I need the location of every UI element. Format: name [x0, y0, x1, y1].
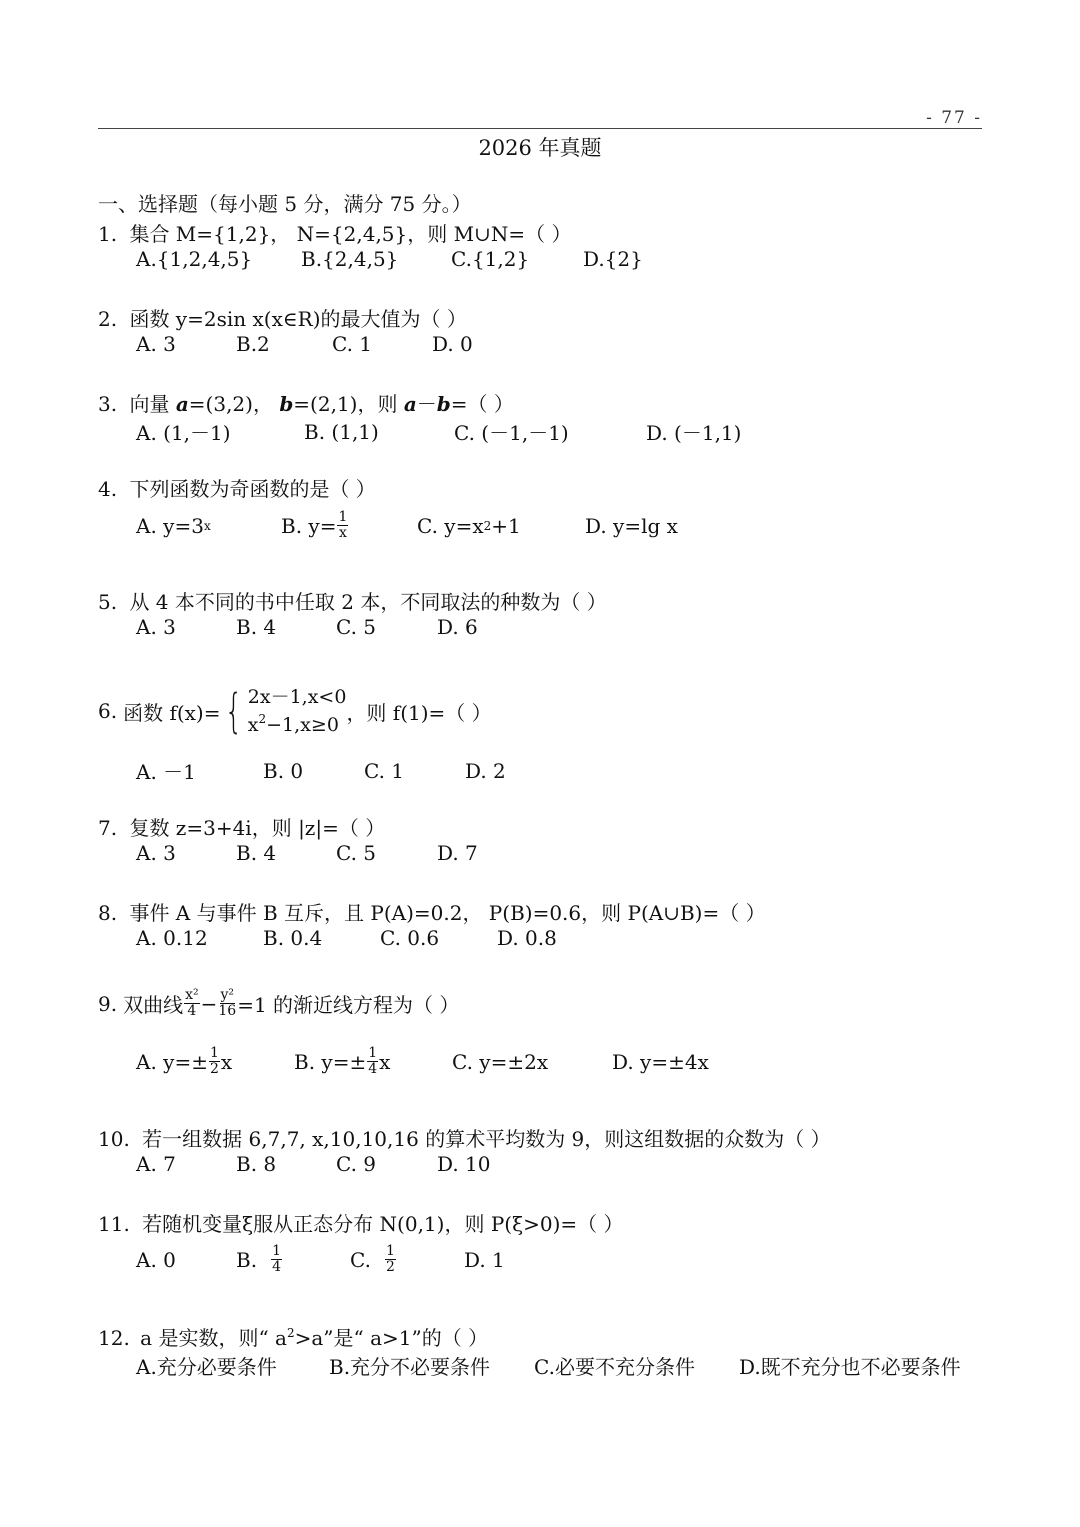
page-number: - 77 - [926, 108, 982, 128]
option-b: B.2 [236, 332, 270, 356]
option-c: C.{1,2} [451, 247, 530, 271]
option-a: A. 0.12 [136, 926, 208, 950]
question-stem: 双曲线 $\frac{\text{x²}}{4}$ − $\frac{\text{y²}}{16}$ =1 的渐近线方程为（ ） [123, 987, 460, 1019]
option-d: D. 7 [437, 841, 478, 865]
question-number: 9. [98, 991, 118, 1016]
question-stem: 下列函数为奇函数的是（ ） [129, 477, 376, 501]
fraction: $\frac{1}{2}$ [385, 1243, 395, 1275]
question-2 [98, 303, 467, 332]
section-heading: 一、选择题（每小题 5 分，满分 75 分。） [98, 192, 472, 216]
option-c: C. y=x 2 +1 [417, 513, 521, 538]
option-a: A. 0 [136, 1247, 176, 1272]
option-b: B. 4 [236, 615, 277, 639]
question-8 [98, 897, 766, 926]
fraction: $\frac{1}{4}$ [272, 1243, 281, 1275]
options-3 [136, 417, 741, 446]
option-a: A. y=± $\frac{1}{2}$ x [136, 1045, 233, 1077]
options-12 [136, 1351, 961, 1380]
option-d: D. y=lg x [585, 513, 678, 538]
option-d: D. 6 [437, 615, 478, 639]
fraction: $\frac{\text{y²}}{16}$ [218, 987, 237, 1019]
option-c: C. $\frac{1}{2}$ [350, 1243, 395, 1275]
question-4 [98, 473, 376, 502]
question-stem: a 是实数，则“ $a^2>a$”是“ a>1”的（ ） [140, 1326, 489, 1350]
question-10 [98, 1123, 831, 1152]
options-9 [136, 1046, 709, 1077]
question-6 [98, 683, 492, 739]
option-c: C. 1 [364, 758, 405, 783]
option-d: D.既不充分也不必要条件 [739, 1355, 961, 1379]
options-6 [136, 756, 506, 785]
options-2 [136, 332, 473, 356]
options-7 [136, 841, 478, 865]
question-number: 4. [98, 477, 118, 501]
options-5 [136, 615, 478, 639]
question-number: 5. [98, 590, 118, 614]
question-stem: 从 4 本不同的书中任取 2 本，不同取法的种数为（ ） [129, 590, 607, 614]
option-b: B. $\frac{1}{4}$ [236, 1243, 281, 1275]
option-c: C. 9 [336, 1152, 377, 1176]
question-number: 11. [98, 1212, 130, 1236]
option-a: A. y=3 x [136, 513, 211, 538]
option-b: B. 8 [236, 1152, 277, 1176]
question-stem: 函数 y=2sin x(x∈R)的最大值为（ ） [129, 307, 467, 331]
option-c: C. y=±2x [452, 1049, 549, 1074]
option-c: C. 5 [336, 841, 377, 865]
option-a: A. 3 [136, 615, 176, 639]
option-b: B. 4 [236, 841, 277, 865]
option-b: B.{2,4,5} [301, 247, 399, 271]
question-stem: 若随机变量ξ服从正态分布 N(0,1)，则 P(ξ>0)=（ ） [142, 1212, 624, 1236]
option-b: B. y= $\frac{1}{x}$ [281, 509, 348, 541]
option-b: B. 0.4 [263, 926, 323, 950]
options-11 [136, 1244, 505, 1275]
option-d: D.{2} [583, 247, 643, 271]
option-a: A.充分必要条件 [136, 1355, 277, 1379]
question-11 [98, 1208, 624, 1237]
question-number: 10. [98, 1127, 130, 1151]
question-stem: 若一组数据 6,7,7, x,10,10,16 的算术平均数为 9，则这组数据的众数为（ ） [142, 1127, 831, 1151]
question-stem: 集合 M={1,2}， N={2,4,5}，则 M∪N=（ ） [129, 222, 572, 246]
question-stem: 复数 z=3+4i，则 |z|=（ ） [129, 816, 386, 840]
question-1 [98, 218, 571, 247]
option-a: A. (1,－1) [136, 421, 231, 445]
question-9 [98, 988, 459, 1019]
question-3 [98, 388, 514, 417]
document-title: 2026 年真题 [478, 136, 602, 160]
question-stem: 事件 A 与事件 B 互斥，且 P(A)=0.2， P(B)=0.6，则 P(A∪B)=（ ） [129, 901, 766, 925]
option-c: C. 1 [332, 332, 373, 356]
option-c: C. 5 [336, 615, 377, 639]
option-b: B.充分不必要条件 [329, 1355, 491, 1379]
question-number: 8. [98, 901, 118, 925]
option-b: B. 0 [263, 758, 304, 783]
fraction: $\frac{1}{4}$ [368, 1045, 378, 1077]
options-4 [136, 510, 678, 541]
case-1: 2x－1,x<0 [247, 686, 347, 708]
question-number: 3. [98, 392, 118, 416]
option-a: A.{1,2,4,5} [136, 247, 253, 271]
options-10 [136, 1152, 491, 1176]
question-stem: 函数 f(x)= { 2x－1,x<0 $x^2-1,x\ge 0$ ，则 f(1)=（ ） [123, 684, 492, 738]
question-12 [98, 1322, 488, 1351]
option-b: B. y=± $\frac{1}{4}$ x [294, 1045, 391, 1077]
fraction: $\frac{\text{x²}}{4}$ [185, 987, 199, 1019]
option-d: D. 10 [437, 1152, 491, 1176]
question-stem: 向量 a=(3,2)， b=(2,1)，则 a－b=（ ） [129, 392, 514, 416]
option-d: D. 1 [464, 1247, 505, 1272]
option-b: B. (1,1) [304, 419, 379, 444]
question-number: 12. [98, 1326, 130, 1350]
fraction: $\frac{1}{x}$ [338, 509, 348, 541]
options-1 [136, 247, 643, 271]
question-number: 1. [98, 222, 118, 246]
option-a: A. －1 [136, 760, 196, 784]
option-c: C.必要不充分条件 [534, 1355, 695, 1379]
option-c: C. (－1,－1) [454, 421, 569, 445]
option-d: D. 0 [432, 332, 473, 356]
option-d: D. 2 [465, 758, 506, 783]
question-number: 7. [98, 816, 118, 840]
options-8 [136, 926, 557, 950]
option-c: C. 0.6 [380, 926, 440, 950]
option-a: A. 7 [136, 1152, 176, 1176]
option-d: D. y=±4x [612, 1049, 709, 1074]
option-a: A. 3 [136, 841, 176, 865]
piecewise-brace: { 2x－1,x<0 $x^2-1,x\ge 0$ [224, 684, 347, 738]
question-number: 6. [98, 699, 118, 723]
fraction: $\frac{1}{2}$ [209, 1045, 219, 1077]
question-5 [98, 586, 607, 615]
question-7 [98, 812, 385, 841]
case-2: $x^2-1,x\ge 0$ [247, 712, 339, 736]
question-number: 2. [98, 307, 118, 331]
header-rule [98, 128, 982, 129]
option-d: D. (－1,1) [646, 421, 742, 445]
option-a: A. 3 [136, 332, 176, 356]
option-d: D. 0.8 [497, 926, 557, 950]
